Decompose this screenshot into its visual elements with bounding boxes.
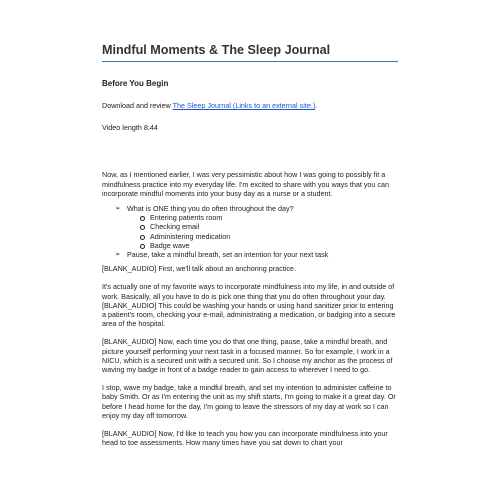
sleep-journal-link[interactable]: The Sleep Journal (Links to an external site.) [172,101,316,110]
download-prefix: Download and review [102,101,173,110]
sub-list-item [127,241,398,250]
list-item-text: What is ONE thing you do often throughout the day? [127,204,294,214]
video-length: Video length 8:44 [102,123,158,133]
assessment-paragraph: [BLANK_AUDIO] Now, I'd like to teach you how you can incorporate mindfulness into your head to toe assessments. How many times have you sat down to chart your [102,429,388,448]
sub-list-item-text: Entering patients room [150,213,223,223]
intro-paragraph: Now, as I mentioned earlier, I was very pessimistic about how I was going to possibly fit a mindfulness practice into my everyday life. I'm excited to share with you ways that you can incorporate mindful moments into your busy day as a nurse or a student. [102,170,390,198]
circle-bullet-icon [140,235,145,240]
sub-list-item-text: Checking email [150,222,200,232]
before-you-begin-heading: Before You Begin [102,79,169,88]
sub-list-item-text: Administering medication [150,231,231,241]
list-item [102,204,398,250]
circle-bullet-icon [140,216,145,221]
arrow-bullet-icon: ➢ [115,251,121,259]
badge-paragraph: [BLANK_AUDIO] Now, each time you do that one thing, pause, take a mindful breath, and picture yourself performing your next task in a focused manner. So for example, I work in a NICU, which is a secured unit with a secured unit. So I choose my anchor as the process of waving my badge in front of a badge reader to gain access to wherever I need to go. [102,337,393,375]
anchoring-paragraph: It's actually one of my favorite ways to incorporate mindfulness into my life, in and outside of work. Basically, all you have to do is pick one thing that you do often throughout your day. [BLANK_AUDIO] This could be washing your hands or using hand sanitizer prior to entering a patient's room, checking your e-mail, administrating a medication, or badging into a secure area of the hospital. [102,282,396,329]
blank-audio-paragraph: [BLANK_AUDIO] First, we'll talk about an anchoring practice. [102,264,296,274]
sub-list [127,213,398,250]
page-title: Mindful Moments & The Sleep Journal [102,40,398,62]
download-suffix: . [315,101,318,110]
list-item [102,250,398,259]
list-item-text: Pause, take a mindful breath, set an intention for your next task [127,250,329,260]
circle-bullet-icon [140,225,145,230]
document-page [102,40,398,447]
download-paragraph [102,101,398,110]
bullet-list [102,204,398,259]
arrow-bullet-icon: ➢ [115,205,121,213]
sub-list-item [127,222,398,231]
sub-list-item [127,232,398,241]
sub-list-item-text: Badge wave [150,240,190,250]
intention-paragraph: I stop, wave my badge, take a mindful breath, and set my intention to administer caffeine to baby Smith. Or as I'm entering the unit as my shift starts, I'm going to make it a great day. Or before I head home for the day, I'm going to leave the stressors of my day at work so I can enjoy my day off tomorrow. [102,383,396,420]
sub-list-item [127,213,398,222]
circle-bullet-icon [140,244,145,249]
